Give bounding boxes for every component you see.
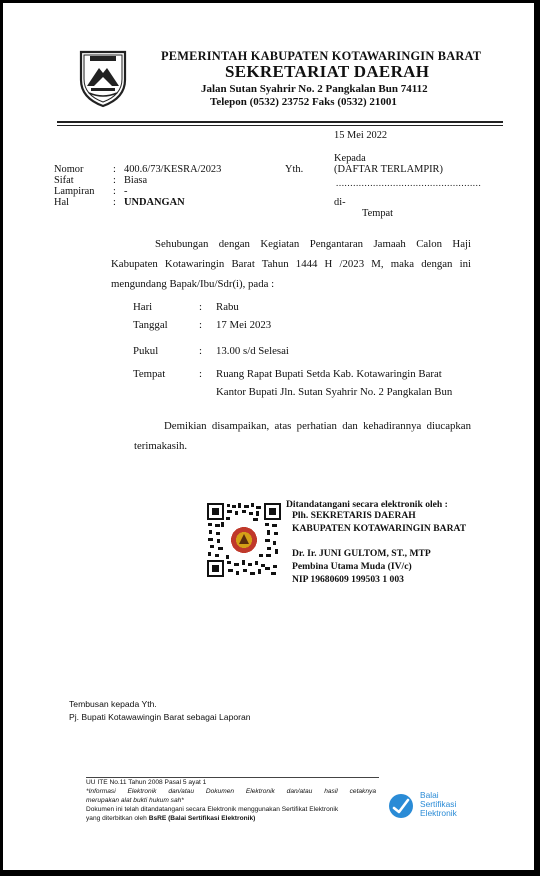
signer-nip: NIP 19680609 199503 1 003	[292, 574, 404, 585]
footer-note-2	[86, 814, 255, 823]
footer-note-2-bsre: BsRE (Balai Sertifikasi Elektronik)	[148, 815, 256, 822]
qr-code-icon	[207, 503, 281, 577]
header-phone: Telepon (0532) 23752 Faks (0532) 21001	[210, 96, 397, 108]
pukul-value: 13.00 s/d Selesai	[216, 345, 289, 357]
hal-colon: :	[113, 197, 116, 208]
tanggal-colon: :	[199, 319, 202, 331]
kepada-label: Kepada	[334, 153, 366, 164]
hari-value: Rabu	[216, 301, 239, 313]
intro-paragraph: Sehubungan dengan Kegiatan Pengantaran Jamaah Calon Haji Kabupaten Kotawaringin Barat Tahun 1444 H /2023 M, maka dengan ini mengundang Bapak/Ibu/Sdr(i), pada :	[111, 238, 471, 290]
pukul-label: Pukul	[133, 345, 159, 357]
hal-label: Hal	[54, 197, 70, 208]
tembusan-item: Pj. Bupati Kotawawingin Barat sebagai Laporan	[69, 712, 251, 722]
recipient-di: di-	[334, 197, 346, 208]
letter-date: 15 Mei 2022	[334, 130, 388, 141]
header-government: PEMERINTAH KABUPATEN KOTAWARINGIN BARAT	[161, 49, 482, 63]
signature-line-3: KABUPATEN KOTAWARINGIN BARAT	[292, 523, 467, 534]
yth-label: Yth.	[285, 164, 304, 175]
tempat-value-2: Kantor Bupati Jln. Sutan Syahrir No. 2 Pangkalan Bun	[216, 386, 453, 398]
header-rule-thin	[57, 125, 503, 126]
header-secretariat: SEKRETARIAT DAERAH	[225, 62, 430, 81]
footer-quote-2: merupakan alat bukti hukum sah*	[86, 797, 184, 804]
hari-colon: :	[199, 301, 202, 313]
footer-note-1: Dokumen ini telah ditandatangani secara Elektronik menggunakan Sertifikat Elektronik	[86, 806, 339, 813]
tempat-value-1: Ruang Rapat Bupati Setda Kab. Kotawaringin Barat	[216, 368, 442, 380]
sifat-colon: :	[113, 175, 116, 186]
tanggal-value: 17 Mei 2023	[216, 319, 272, 331]
closing-paragraph: Demikian disampaikan, atas perhatian dan kehadirannya diucapkan terimakasih.	[134, 420, 471, 452]
letter-page	[3, 3, 534, 870]
sifat-label: Sifat	[54, 175, 74, 186]
header-address: Jalan Sutan Syahrir No. 2 Pangkalan Bun 74112	[201, 83, 428, 95]
hal-value: UNDANGAN	[124, 197, 185, 208]
tanggal-label: Tanggal	[133, 319, 168, 331]
nomor-colon: :	[113, 164, 116, 175]
bsre-label-2: Sertifikasi	[420, 799, 457, 809]
nomor-value: 400.6/73/KESRA/2023	[124, 164, 222, 175]
footer-quote-1: *Informasi Elektronik dan/atau Dokumen Elektronik dan/atau hasil cetaknya	[86, 788, 376, 795]
lampiran-label: Lampiran	[54, 186, 95, 197]
signer-name: Dr. Ir. JUNI GULTOM, ST., MTP	[292, 548, 431, 559]
bsre-label	[420, 791, 457, 818]
tembusan-title: Tembusan kepada Yth.	[69, 699, 157, 709]
header-rule-thick	[57, 121, 503, 123]
nomor-label: Nomor	[54, 164, 84, 175]
bsre-label-1: Balai	[420, 790, 439, 800]
recipient-name: (DAFTAR TERLAMPIR)	[334, 164, 443, 175]
signature-line-2: Plh. SEKRETARIS DAERAH	[292, 510, 416, 521]
bsre-label-3: Elektronik	[420, 808, 457, 818]
sifat-value: Biasa	[124, 175, 148, 186]
tempat-label: Tempat	[133, 368, 166, 380]
recipient-dots: ...................................................	[336, 178, 482, 188]
footer-law: UU ITE No.11 Tahun 2008 Pasal 5 ayat 1	[86, 779, 207, 786]
regency-crest-icon	[77, 46, 129, 108]
lampiran-colon: :	[113, 186, 116, 197]
lampiran-value: -	[124, 186, 128, 197]
tempat-colon: :	[199, 368, 202, 380]
recipient-tempat: Tempat	[362, 208, 394, 219]
signer-rank: Pembina Utama Muda (IV/c)	[292, 561, 412, 572]
hari-label: Hari	[133, 301, 153, 313]
footer-note-2-prefix: yang diterbitkan oleh	[86, 815, 149, 822]
bsre-logo-icon	[388, 793, 414, 819]
pukul-colon: :	[199, 345, 202, 357]
signature-line-1: Ditandatangani secara elektronik oleh :	[286, 499, 448, 510]
